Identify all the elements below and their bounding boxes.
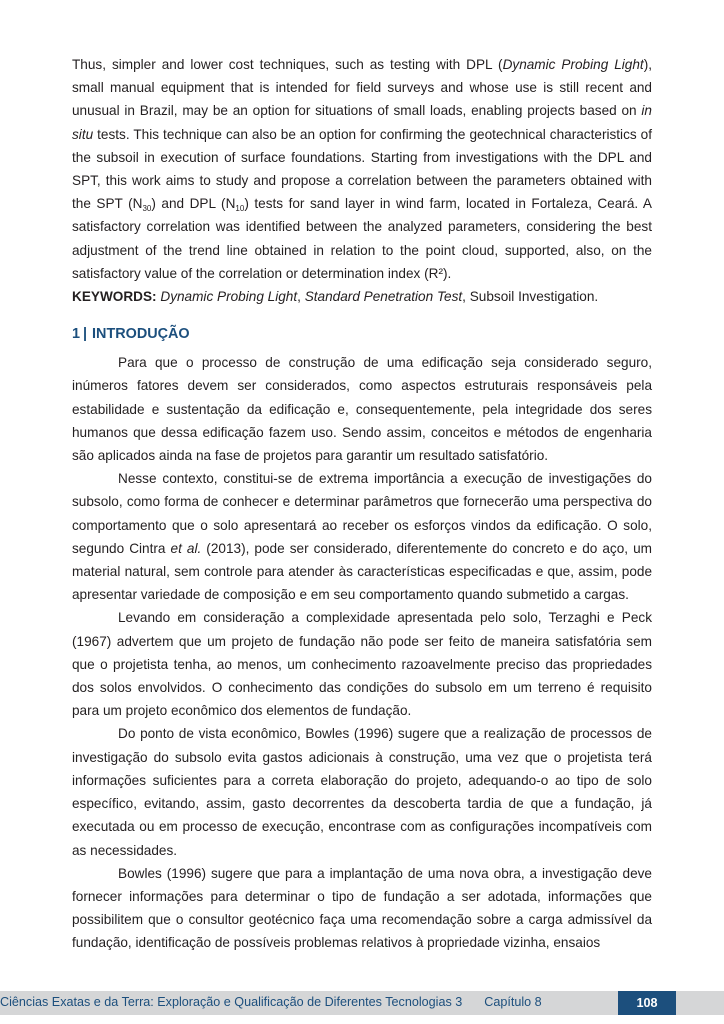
book-title: Ciências Exatas e da Terra: Exploração e Qualificação de Diferentes Tecnologias 3 [0,995,463,1009]
abstract-term-in-situ: in situ [72,103,652,142]
abstract-paragraph [72,53,652,285]
abstract-term-dpl: Dynamic Probing Light [502,57,644,72]
body-paragraph-5: Bowles (1996) sugere que para a implantação de uma nova obra, a investigação deve fornecer informações para determinar o tipo de fundação a ser adotada, informações que possibilitem que o consultor geotécnico faça uma recomendação sobre a carga admissível da fundação, identificação de possíveis problemas relativos à propriedade vizinha, ensaios [72,865,652,951]
subscript-30: 30 [142,204,152,214]
body-paragraph-2-text-2: (2013), pode ser considerado, diferentemente do concreto e do aço, um material natural, sem controle para atender às características especificadas e que, assim, pode apresentar variedade de composição e em seu comportamento quando submetido a cargas. [72,540,652,603]
page-content [72,53,652,955]
page-footer [0,991,724,1015]
section-heading [72,322,652,347]
keyword-separator: , [297,289,305,305]
citation-et-al: et al. [170,540,202,556]
subscript-10: 10 [235,204,245,214]
section-number: 1 [72,326,81,343]
body-paragraph-4: Do ponto de vista econômico, Bowles (1996) sugere que a realização de processos de investigação do subsolo evita gastos adicionais à construção, uma vez que o projetista terá informações suficientes para a correta elaboração do projeto, adequando-o ao tipo de solo específico, evitando, assim, gasto decorrentes da descoberta tardia de que a fundação, já executada ou em processo de execução, encontrase com as configurações incompatíveis com as necessidades. [72,726,652,858]
keyword-2: Standard Penetration Test [304,289,463,305]
section-title: INTRODUÇÃO [92,326,190,343]
keywords-label: KEYWORDS: [72,289,157,305]
chapter-label: Capítulo 8 [484,995,542,1009]
keyword-rest: , Subsoil Investigation. [462,289,599,305]
keywords-line [72,285,652,308]
abstract-text-4: ) and DPL (N [151,196,236,212]
abstract-text-3: tests. This technique can also be an option for confirming the geotechnical characteristics of the subsoil in execution of surface foundations. Starting from investigations with the DPL and SPT, this work aims to study and propose a correlation between the parameters obtained with the SPT (N [72,126,652,212]
abstract-text-5: ) tests for sand layer in wind farm, located in Fortaleza, Ceará. A satisfactory correlation was identified between the analyzed parameters, considering the best adjustment of the trend line obtained in relation to the point cloud, supported, also, on the satisfactory value of the correlation or determination index (R²). [72,196,652,281]
abstract-text-1: Thus, simpler and lower cost techniques, such as testing with DPL ( [72,57,503,72]
keyword-1: Dynamic Probing Light [160,289,298,305]
body-paragraph-3: Levando em consideração a complexidade apresentada pelo solo, Terzaghi e Peck (1967) advertem que um projeto de fundação não pode ser feito de maneira satisfatória sem que o projetista tenha, ao menos, um conhecimento razoavelmente preciso das propriedades dos solos envolvidos. O conhecimento das condições do subsolo em um terreno é requisito para um projeto econômico dos elementos de fundação. [72,610,652,719]
body-paragraph-2-text-1: Nesse contexto, constitui-se de extrema importância a execução de investigações do subsolo, como forma de conhecer e determinar parâmetros que fornecerão uma perspectiva do comportamento que o solo apresentará ao receber os esforços vindos da edificação. O solo, segundo Cintra [72,471,652,556]
abstract-text-2: ), small manual equipment that is intended for field surveys and whose use is still recent and unusual in Brazil, may be an option for situations of small loads, enabling projects based on [72,57,652,119]
body-paragraph-2 [72,467,652,606]
page-number: 108 [618,991,676,1015]
footer-text [0,995,600,1009]
section-separator: | [83,326,88,343]
body-paragraph-1: Para que o processo de construção de uma edificação seja considerado seguro, inúmeros fatores devem ser considerados, como aspectos estruturais responsáveis pela estabilidade e sustentação da edificação e, consequentemente, pela integridade dos seres humanos que dessa edificação fazem uso. Sendo assim, conceitos e métodos de engenharia são aplicados ainda na fase de projetos para garantir um resultado satisfatório. [72,355,652,464]
